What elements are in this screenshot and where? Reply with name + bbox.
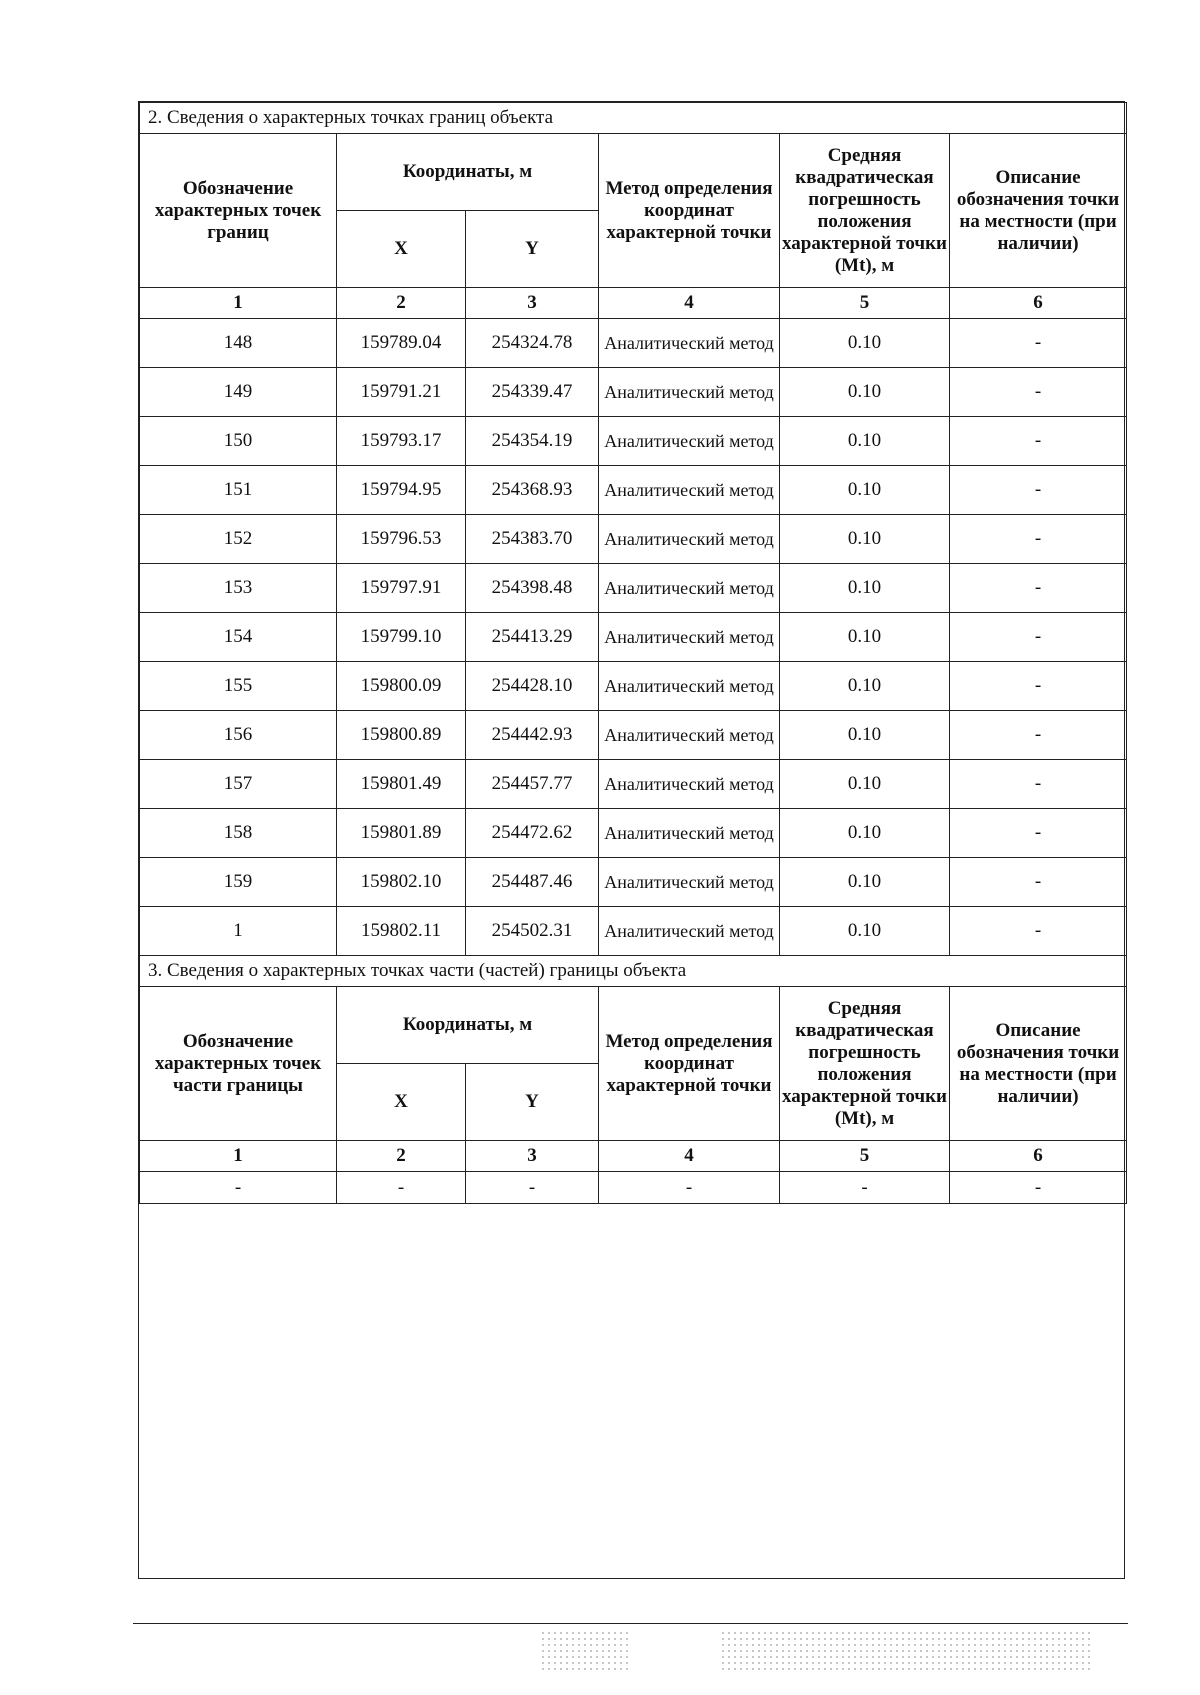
header-coordinates: Координаты, м xyxy=(337,987,599,1064)
column-number: 2 xyxy=(337,288,466,319)
description: - xyxy=(950,613,1127,662)
method: Аналитический метод xyxy=(599,809,780,858)
coord-y: - xyxy=(466,1172,599,1204)
method: Аналитический метод xyxy=(599,907,780,956)
coord-x: 159794.95 xyxy=(337,466,466,515)
header-y: Y xyxy=(466,211,599,288)
coord-x: 159793.17 xyxy=(337,417,466,466)
table-row xyxy=(140,417,1127,466)
header-error: Средняя квадратическая погрешность положения характерной точки (Mt), м xyxy=(780,987,950,1141)
method: Аналитический метод xyxy=(599,515,780,564)
coord-y: 254324.78 xyxy=(466,319,599,368)
method: Аналитический метод xyxy=(599,760,780,809)
column-number: 1 xyxy=(140,288,337,319)
coord-x: - xyxy=(337,1172,466,1204)
section-2-title: 2. Сведения о характерных точках границ объекта xyxy=(140,103,1127,134)
description: - xyxy=(950,466,1127,515)
method: Аналитический метод xyxy=(599,858,780,907)
point-id: 152 xyxy=(140,515,337,564)
column-number-row xyxy=(140,1141,1127,1172)
mt-error: 0.10 xyxy=(780,417,950,466)
point-id: 156 xyxy=(140,711,337,760)
column-number: 6 xyxy=(950,288,1127,319)
description: - xyxy=(950,417,1127,466)
point-id: 149 xyxy=(140,368,337,417)
mt-error: 0.10 xyxy=(780,319,950,368)
coord-y: 254383.70 xyxy=(466,515,599,564)
description: - xyxy=(950,1172,1127,1204)
point-id: 150 xyxy=(140,417,337,466)
method: Аналитический метод xyxy=(599,662,780,711)
coord-x: 159801.89 xyxy=(337,809,466,858)
header-y: Y xyxy=(466,1064,599,1141)
header-description: Описание обозначения точки на местности (при наличии) xyxy=(950,987,1127,1141)
mt-error: 0.10 xyxy=(780,711,950,760)
table-row xyxy=(140,564,1127,613)
table-row xyxy=(140,760,1127,809)
column-number-row xyxy=(140,288,1127,319)
coord-y: 254398.48 xyxy=(466,564,599,613)
method: Аналитический метод xyxy=(599,711,780,760)
document-frame xyxy=(138,101,1125,1579)
coord-y: 254487.46 xyxy=(466,858,599,907)
coord-y: 254472.62 xyxy=(466,809,599,858)
method: - xyxy=(599,1172,780,1204)
column-number: 6 xyxy=(950,1141,1127,1172)
coord-x: 159791.21 xyxy=(337,368,466,417)
point-id: 158 xyxy=(140,809,337,858)
description: - xyxy=(950,662,1127,711)
point-id: 151 xyxy=(140,466,337,515)
column-number: 1 xyxy=(140,1141,337,1172)
mt-error: 0.10 xyxy=(780,613,950,662)
description: - xyxy=(950,858,1127,907)
mt-error: 0.10 xyxy=(780,564,950,613)
description: - xyxy=(950,907,1127,956)
header-designation: Обозначение характерных точек границ xyxy=(140,134,337,288)
point-id: 154 xyxy=(140,613,337,662)
method: Аналитический метод xyxy=(599,466,780,515)
method: Аналитический метод xyxy=(599,564,780,613)
coord-x: 159800.09 xyxy=(337,662,466,711)
coord-y: 254368.93 xyxy=(466,466,599,515)
coord-x: 159796.53 xyxy=(337,515,466,564)
table-row xyxy=(140,809,1127,858)
coord-y: 254428.10 xyxy=(466,662,599,711)
method: Аналитический метод xyxy=(599,319,780,368)
coord-y: 254339.47 xyxy=(466,368,599,417)
header-coordinates: Координаты, м xyxy=(337,134,599,211)
method: Аналитический метод xyxy=(599,417,780,466)
section-3-title: 3. Сведения о характерных точках части (частей) границы объекта xyxy=(140,956,1127,987)
header-x: X xyxy=(337,1064,466,1141)
method: Аналитический метод xyxy=(599,368,780,417)
scan-noise xyxy=(540,1630,630,1670)
column-number: 3 xyxy=(466,1141,599,1172)
coord-x: 159789.04 xyxy=(337,319,466,368)
header-method: Метод определения координат характерной точки xyxy=(599,134,780,288)
table-row xyxy=(140,368,1127,417)
header-description: Описание обозначения точки на местности (при наличии) xyxy=(950,134,1127,288)
header-designation: Обозначение характерных точек части границы xyxy=(140,987,337,1141)
description: - xyxy=(950,368,1127,417)
mt-error: 0.10 xyxy=(780,466,950,515)
mt-error: 0.10 xyxy=(780,368,950,417)
mt-error: 0.10 xyxy=(780,662,950,711)
points-table xyxy=(139,102,1127,1204)
description: - xyxy=(950,515,1127,564)
description: - xyxy=(950,319,1127,368)
column-number: 2 xyxy=(337,1141,466,1172)
point-id: 148 xyxy=(140,319,337,368)
coord-x: 159800.89 xyxy=(337,711,466,760)
description: - xyxy=(950,564,1127,613)
scan-noise xyxy=(720,1630,1090,1670)
description: - xyxy=(950,711,1127,760)
column-number: 3 xyxy=(466,288,599,319)
coord-y: 254457.77 xyxy=(466,760,599,809)
description: - xyxy=(950,809,1127,858)
header-error: Средняя квадратическая погрешность положения характерной точки (Mt), м xyxy=(780,134,950,288)
mt-error: 0.10 xyxy=(780,858,950,907)
coord-y: 254354.19 xyxy=(466,417,599,466)
point-id: - xyxy=(140,1172,337,1204)
coord-x: 159799.10 xyxy=(337,613,466,662)
mt-error: - xyxy=(780,1172,950,1204)
coord-x: 159802.11 xyxy=(337,907,466,956)
table-row xyxy=(140,319,1127,368)
coord-x: 159797.91 xyxy=(337,564,466,613)
coord-x: 159802.10 xyxy=(337,858,466,907)
point-id: 155 xyxy=(140,662,337,711)
table-row xyxy=(140,466,1127,515)
table-row xyxy=(140,907,1127,956)
mt-error: 0.10 xyxy=(780,907,950,956)
table-row xyxy=(140,515,1127,564)
coord-x: 159801.49 xyxy=(337,760,466,809)
point-id: 157 xyxy=(140,760,337,809)
table-row xyxy=(140,613,1127,662)
table-row xyxy=(140,662,1127,711)
column-number: 5 xyxy=(780,288,950,319)
column-number: 4 xyxy=(599,288,780,319)
mt-error: 0.10 xyxy=(780,809,950,858)
point-id: 159 xyxy=(140,858,337,907)
table-row xyxy=(140,858,1127,907)
mt-error: 0.10 xyxy=(780,760,950,809)
column-number: 5 xyxy=(780,1141,950,1172)
coord-y: 254502.31 xyxy=(466,907,599,956)
method: Аналитический метод xyxy=(599,613,780,662)
column-number: 4 xyxy=(599,1141,780,1172)
coord-y: 254442.93 xyxy=(466,711,599,760)
point-id: 153 xyxy=(140,564,337,613)
table-row xyxy=(140,1172,1127,1204)
header-x: X xyxy=(337,211,466,288)
header-method: Метод определения координат характерной точки xyxy=(599,987,780,1141)
mt-error: 0.10 xyxy=(780,515,950,564)
coord-y: 254413.29 xyxy=(466,613,599,662)
description: - xyxy=(950,760,1127,809)
table-row xyxy=(140,711,1127,760)
footer-rule xyxy=(133,1623,1128,1624)
point-id: 1 xyxy=(140,907,337,956)
